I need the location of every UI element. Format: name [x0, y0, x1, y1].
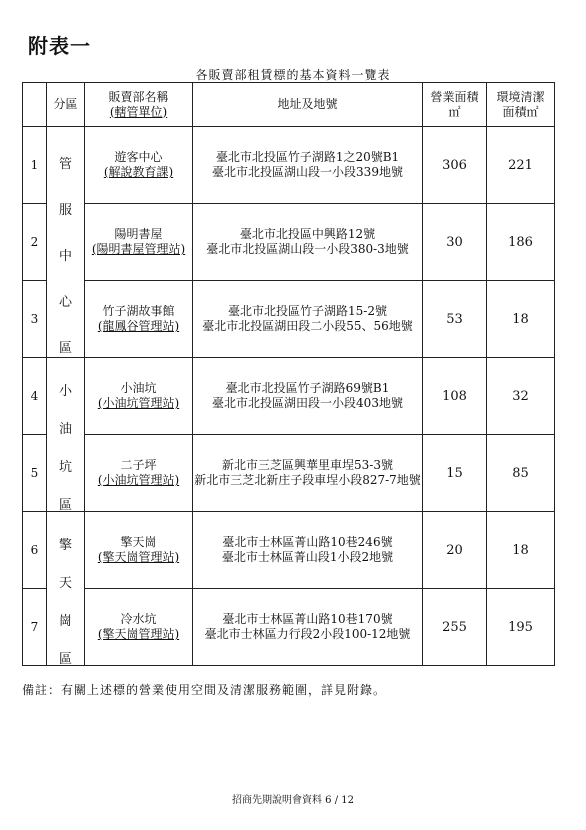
header-cleaning-area-line2: 面積㎡ — [502, 104, 539, 119]
shop-name-cell — [85, 512, 193, 589]
shop-name-cell — [85, 358, 193, 435]
land-number-line: 新北市三芝北新庄子段車埕小段827-7地號 — [194, 473, 421, 487]
address-cell — [193, 512, 423, 589]
header-cleaning-area — [487, 83, 555, 127]
shop-name-cell — [85, 589, 193, 666]
business-area-value: 20 — [423, 512, 487, 589]
managing-unit: (小油坑管理站) — [97, 396, 180, 410]
district-char: 管 — [58, 156, 72, 172]
table-header-row — [23, 83, 555, 127]
shop-name: 擎天崗 — [120, 535, 157, 549]
address-cell — [193, 358, 423, 435]
cleaning-area-value: 18 — [487, 512, 555, 589]
business-area-value: 15 — [423, 435, 487, 512]
address-line: 臺北市北投區中興路12號 — [239, 227, 376, 241]
leasing-table — [22, 82, 555, 666]
table-row — [23, 204, 555, 281]
district-char: 崗 — [58, 614, 72, 630]
district-char: 中 — [58, 248, 72, 264]
appendix-heading: 附表一 — [28, 34, 91, 58]
shop-name-cell — [85, 281, 193, 358]
address-line: 臺北市士林區菁山路10巷170號 — [222, 612, 393, 626]
table-row — [23, 358, 555, 435]
district-cell — [47, 127, 85, 358]
header-index — [23, 83, 47, 127]
land-number-line: 臺北市士林區菁山段1小段2地號 — [221, 550, 394, 564]
row-number: 4 — [23, 358, 47, 435]
header-business-area-line1: 營業面積 — [430, 89, 479, 104]
shop-name: 二子坪 — [120, 458, 157, 472]
cleaning-area-value: 221 — [487, 127, 555, 204]
header-name — [85, 83, 193, 127]
district-char: 區 — [58, 498, 72, 514]
header-address: 地址及地號 — [193, 83, 423, 127]
address-cell — [193, 435, 423, 512]
land-number-line: 臺北市士林區力行段2小段100-12地號 — [204, 627, 411, 641]
header-business-area — [423, 83, 487, 127]
cleaning-area-value: 18 — [487, 281, 555, 358]
cleaning-area-value: 186 — [487, 204, 555, 281]
managing-unit: (陽明書屋管理站) — [91, 242, 186, 256]
shop-name-cell — [85, 127, 193, 204]
shop-name: 陽明書屋 — [114, 227, 163, 241]
district-char: 區 — [58, 340, 72, 356]
address-line: 臺北市士林區菁山路10巷246號 — [222, 535, 393, 549]
cleaning-area-value: 195 — [487, 589, 555, 666]
district-cell — [47, 512, 85, 666]
district-cell — [47, 358, 85, 512]
table-row — [23, 589, 555, 666]
shop-name-cell — [85, 435, 193, 512]
row-number: 3 — [23, 281, 47, 358]
shop-name: 小油坑 — [120, 381, 157, 395]
land-number-line: 臺北市北投區湖山段一小段339地號 — [212, 165, 403, 179]
district-char: 小 — [58, 383, 72, 399]
header-name-line1: 販賣部名稱 — [108, 89, 169, 104]
address-line: 臺北市北投區竹子湖路1之20號B1 — [215, 150, 400, 164]
managing-unit: (小油坑管理站) — [97, 473, 180, 487]
header-district: 分區 — [47, 83, 85, 127]
managing-unit: (擎天崗管理站) — [97, 627, 180, 641]
business-area-value: 30 — [423, 204, 487, 281]
row-number: 5 — [23, 435, 47, 512]
header-cleaning-area-line1: 環境清潔 — [496, 89, 545, 104]
address-line: 臺北市北投區竹子湖路15-2號 — [228, 304, 387, 318]
district-char: 服 — [58, 202, 72, 218]
cleaning-area-value: 85 — [487, 435, 555, 512]
district-char: 區 — [58, 652, 72, 668]
shop-name-cell — [85, 204, 193, 281]
table-row — [23, 281, 555, 358]
row-number: 7 — [23, 589, 47, 666]
land-number-line: 臺北市北投區湖田段一小段403地號 — [212, 396, 403, 410]
land-number-line: 臺北市北投區湖山段一小段380-3地號 — [206, 242, 409, 256]
land-number-line: 臺北市北投區湖田段二小段55、56地號 — [202, 319, 413, 333]
table-row — [23, 127, 555, 204]
table-row — [23, 435, 555, 512]
cleaning-area-value: 32 — [487, 358, 555, 435]
table-caption: 各販賣部租賃標的基本資料一覽表 — [195, 68, 391, 82]
page-footer: 招商先期說明會資料 6 / 12 — [232, 795, 354, 806]
district-char: 坑 — [58, 460, 72, 476]
district-char: 擎 — [58, 537, 72, 553]
district-char: 心 — [58, 294, 72, 310]
shop-name: 遊客中心 — [114, 150, 163, 164]
address-line: 新北市三芝區興華里車埕53-3號 — [222, 458, 393, 472]
address-line: 臺北市北投區竹子湖路69號B1 — [225, 381, 390, 395]
business-area-value: 255 — [423, 589, 487, 666]
address-cell — [193, 589, 423, 666]
business-area-value: 306 — [423, 127, 487, 204]
header-business-area-line2: ㎡ — [448, 104, 461, 119]
managing-unit: (龍鳳谷管理站) — [97, 319, 180, 333]
address-cell — [193, 127, 423, 204]
address-cell — [193, 204, 423, 281]
managing-unit: (擎天崗管理站) — [97, 550, 180, 564]
district-char: 油 — [58, 421, 72, 437]
remark-note: 備註：有關上述標的營業使用空間及清潔服務範圍，詳見附錄。 — [22, 683, 387, 697]
managing-unit: (解說教育課) — [103, 165, 174, 179]
business-area-value: 108 — [423, 358, 487, 435]
business-area-value: 53 — [423, 281, 487, 358]
shop-name: 冷水坑 — [120, 612, 157, 626]
row-number: 6 — [23, 512, 47, 589]
shop-name: 竹子湖故事館 — [102, 304, 175, 318]
district-char: 天 — [58, 575, 72, 591]
table-row — [23, 512, 555, 589]
header-name-line2: (轄管單位) — [109, 104, 168, 119]
row-number: 1 — [23, 127, 47, 204]
address-cell — [193, 281, 423, 358]
row-number: 2 — [23, 204, 47, 281]
